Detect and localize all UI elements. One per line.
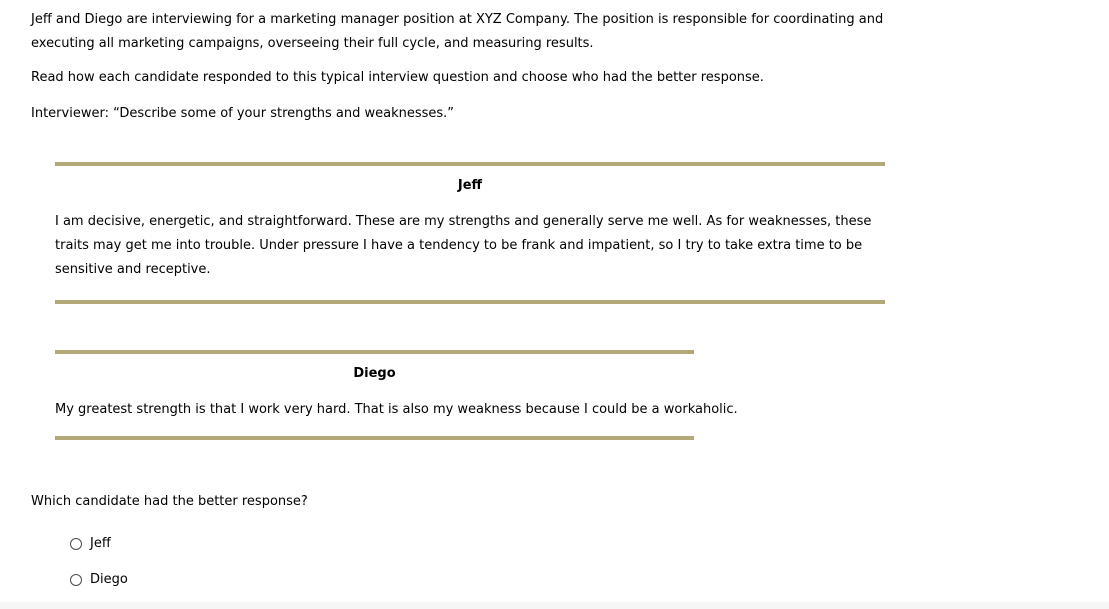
footer-strip bbox=[0, 602, 1109, 609]
radio-button[interactable] bbox=[70, 574, 82, 586]
card-bottom-rule bbox=[55, 436, 694, 440]
instruction-text: Read how each candidate responded to this typical interview question and choose who had the better response. bbox=[31, 70, 764, 85]
candidate-card-diego bbox=[55, 350, 738, 440]
candidate-response: I am decisive, energetic, and straightforward. These are my strengths and generally serve me well. As for weaknesses, these traits may get me into trouble. Under pressure I have a tendency to be frank and impatient, so I try to take extra time to be sensitive and receptive. bbox=[55, 214, 872, 277]
option-label: Jeff bbox=[90, 536, 111, 551]
question-text: Which candidate had the better response? bbox=[31, 494, 308, 509]
candidate-response: My greatest strength is that I work very hard. That is also my weakness because I could be a workaholic. bbox=[55, 402, 738, 417]
radio-button[interactable] bbox=[70, 538, 82, 550]
intro-text: Jeff and Diego are interviewing for a marketing manager position at XYZ Company. The position is responsible for coordinating and executing all marketing campaigns, overseeing their full cycle, and measuring results. bbox=[31, 12, 884, 51]
interviewer-prompt: Interviewer: “Describe some of your strengths and weaknesses.” bbox=[31, 106, 455, 121]
card-top-rule bbox=[55, 162, 885, 166]
card-bottom-rule bbox=[55, 300, 885, 304]
option-label: Diego bbox=[90, 572, 128, 587]
option-diego[interactable] bbox=[70, 572, 128, 588]
candidate-name: Jeff bbox=[457, 178, 483, 193]
candidate-card-jeff bbox=[55, 162, 885, 304]
card-top-rule bbox=[55, 350, 694, 354]
option-jeff[interactable] bbox=[70, 536, 111, 552]
candidate-name: Diego bbox=[353, 366, 396, 381]
